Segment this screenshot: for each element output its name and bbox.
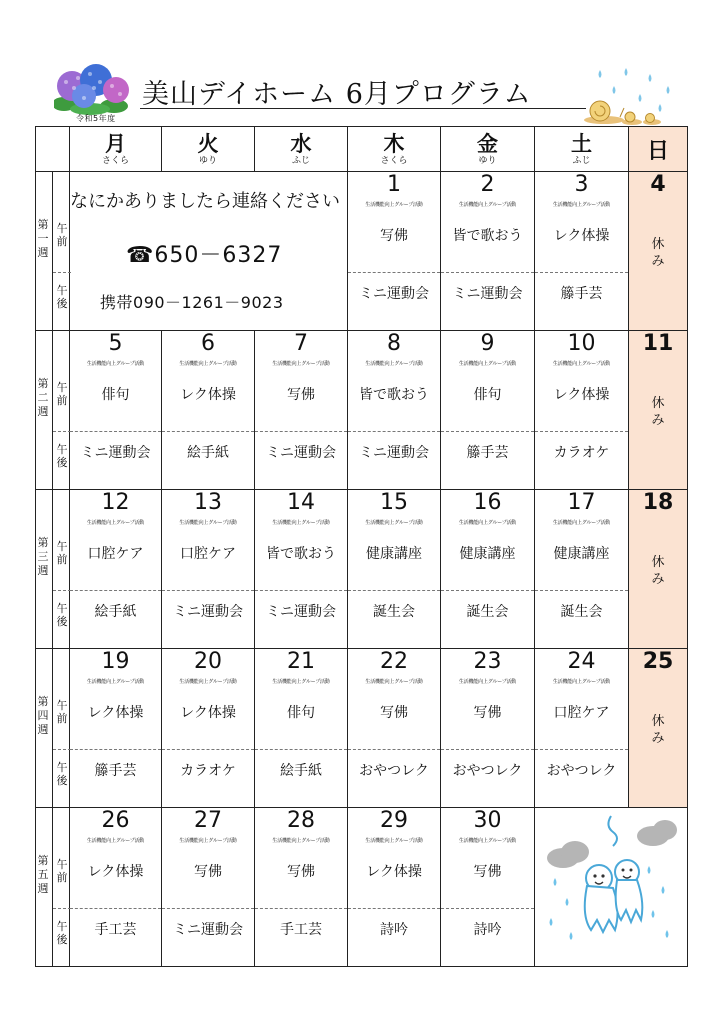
week-label: 第三週 [37,536,49,577]
activity-note: 生活機能向上グループ活動 [365,361,423,367]
am-pm-divider [70,590,161,591]
activity-note: 生活機能向上グループ活動 [179,361,237,367]
am-pm-divider [441,749,534,750]
am-program: 口腔ケア [553,705,610,721]
pm-program: ミニ運動会 [266,604,336,620]
am-program: 皆で歌おう [452,228,523,244]
am-pm-divider [441,272,534,273]
am-pm-column [52,331,71,489]
pm-program: 絵手紙 [280,763,322,779]
activity-note: 生活機能向上グループ活動 [458,838,517,844]
am-program: 写佛 [473,864,502,880]
weekday-header [629,127,688,172]
day-cell [255,649,348,808]
am-pm-divider [53,908,71,909]
am-pm-divider [162,431,254,432]
day-cell [255,331,348,490]
am-program: レク体操 [180,387,236,403]
program-calendar [35,126,688,967]
pm-program: 誕生会 [466,604,509,620]
activity-note: 生活機能向上グループ活動 [179,679,237,685]
pm-program: ミニ運動会 [173,604,243,620]
day-number: 18 [642,490,674,515]
am-pm-divider [441,908,534,909]
am-pm-divider [70,908,161,909]
am-pm-divider [162,908,254,909]
activity-note: 生活機能向上グループ活動 [458,361,517,367]
am-program: 写佛 [287,864,315,880]
am-pm-divider [53,590,71,591]
sunday-cell [629,331,688,490]
am-program: レク体操 [553,387,610,403]
day-number: 24 [567,649,596,674]
day-cell [441,649,535,808]
day-cell [441,808,535,967]
am-program: 写佛 [194,864,222,880]
day-cell [535,172,629,331]
day-cell [162,649,255,808]
am-program: 口腔ケア [180,546,236,562]
am-pm-divider [441,590,534,591]
activity-note: 生活機能向上グループ活動 [365,679,423,685]
am-program: 口腔ケア [87,546,144,562]
weekday-header [348,127,441,172]
page-header [0,0,723,126]
weekday-label: 月 [105,131,126,156]
am-program: 健康講座 [459,546,516,562]
am-program: レク体操 [87,705,144,721]
snail-rain-decoration [580,64,680,128]
weekday-group: ゆり [478,155,497,166]
contact-notice: なにかありましたら連絡ください [70,191,340,212]
am-pm-divider [348,749,440,750]
week-label-cell [36,649,70,808]
pm-program: 手工芸 [94,922,137,938]
am-program: 写佛 [380,228,408,244]
day-number: 4 [650,172,666,197]
am-pm-divider [535,590,628,591]
activity-note: 生活機能向上グループ活動 [552,361,611,367]
pm-program: ミニ運動会 [452,286,523,302]
am-program: レク体操 [87,864,144,880]
pm-program: ミニ運動会 [80,445,151,461]
am-pm-divider [535,749,628,750]
pm-program: 誕生会 [373,604,415,620]
week-row [36,808,688,967]
activity-note: 生活機能向上グループ活動 [552,679,611,685]
weekday-group: ふじ [291,155,310,166]
am-pm-column [52,172,71,330]
day-cell [441,490,535,649]
snail-icon [622,112,642,125]
am-label: 午前 [56,222,68,248]
weekday-label: 日 [646,138,669,164]
contact-info-cell [70,172,348,331]
am-program: 写佛 [473,705,502,721]
am-pm-divider [255,749,347,750]
am-pm-column [52,808,71,966]
mobile-number-text: 090－1261－9023 [133,293,284,312]
day-number: 9 [480,331,495,356]
day-number: 26 [101,808,130,833]
day-number: 28 [287,808,315,833]
mobile-number [100,290,284,313]
day-number: 22 [380,649,408,674]
am-pm-divider [535,272,628,273]
activity-note: 生活機能向上グループ活動 [86,361,145,367]
pm-label: 午後 [56,920,68,946]
day-number: 8 [387,331,401,356]
am-pm-divider [255,431,347,432]
am-pm-divider [70,749,161,750]
week-label-cell [36,808,70,967]
day-number: 25 [642,649,674,674]
activity-note: 生活機能向上グループ活動 [458,202,517,208]
day-number: 10 [567,331,596,356]
sunday-cell [629,172,688,331]
am-pm-divider [53,272,71,273]
activity-note: 生活機能向上グループ活動 [272,520,330,526]
day-cell [162,490,255,649]
rest-label: 休み [651,237,665,269]
rest-label: 休み [651,714,665,746]
day-number: 15 [380,490,408,515]
pm-program: おやつレク [359,763,429,779]
day-cell [535,331,629,490]
page-title: 美山デイホーム 6月プログラム [142,79,532,110]
pm-program: 籐手芸 [466,445,509,461]
activity-note: 生活機能向上グループ活動 [365,202,423,208]
day-cell [535,649,629,808]
am-label: 午前 [56,381,68,407]
day-number: 21 [287,649,315,674]
weekday-header [441,127,535,172]
pm-program: 詩吟 [473,922,502,938]
week-row [36,490,688,649]
pm-label: 午後 [56,443,68,469]
am-program: 皆で歌おう [266,546,336,562]
era-label: 令和5年度 [76,114,116,123]
day-cell [535,490,629,649]
day-cell [70,490,162,649]
pm-program: ミニ運動会 [359,286,429,302]
weekday-header [70,127,162,172]
activity-note: 生活機能向上グループ活動 [458,520,517,526]
day-number: 7 [294,331,308,356]
day-number: 6 [201,331,215,356]
am-program: 皆で歌おう [359,387,429,403]
am-pm-divider [162,590,254,591]
am-program: レク体操 [366,864,422,880]
week-label-cell [36,490,70,649]
pm-program: 籐手芸 [560,286,603,302]
week-label-cell [36,331,70,490]
activity-note: 生活機能向上グループ活動 [179,520,237,526]
week-row [36,649,688,808]
phone-icon: ☎ [126,243,155,268]
week-row [36,172,688,331]
hydrangea-icon [54,62,134,116]
mobile-label: 携帯 [100,293,134,312]
day-cell [348,490,441,649]
am-program: レク体操 [180,705,236,721]
day-cell [348,172,441,331]
day-number: 17 [567,490,596,515]
am-pm-divider [53,431,71,432]
am-pm-column [52,649,71,807]
am-pm-divider [70,431,161,432]
am-program: 俳句 [287,705,315,721]
day-cell [162,331,255,490]
weekday-label: 火 [197,131,219,156]
weekday-header [255,127,348,172]
pm-program: ミニ運動会 [359,445,429,461]
day-cell [441,172,535,331]
day-cell [348,331,441,490]
day-cell [255,808,348,967]
day-number: 29 [380,808,408,833]
weekday-header [535,127,629,172]
weekday-group: ゆり [198,155,217,166]
am-pm-divider [162,749,254,750]
activity-note: 生活機能向上グループ活動 [458,679,517,685]
weekday-group: ふじ [572,155,591,166]
week-label: 第四週 [37,695,49,736]
day-number: 19 [101,649,130,674]
weekday-header-row [36,127,688,172]
pm-program: 詩吟 [380,922,408,938]
pm-label: 午後 [56,284,68,310]
day-cell [70,649,162,808]
am-label: 午前 [56,858,68,884]
day-cell [441,331,535,490]
pm-program: ミニ運動会 [173,922,243,938]
am-pm-divider [255,590,347,591]
day-number: 27 [194,808,222,833]
pm-program: おやつレク [452,763,523,779]
corner-cell [36,127,70,172]
activity-note: 生活機能向上グループ活動 [86,838,145,844]
activity-note: 生活機能向上グループ活動 [272,361,330,367]
phone-number [126,238,282,269]
day-number: 12 [101,490,130,515]
activity-note: 生活機能向上グループ活動 [179,838,237,844]
weekday-label: 金 [477,131,498,156]
week-label: 第一週 [37,218,49,259]
am-pm-divider [535,431,628,432]
pm-program: カラオケ [180,763,236,779]
day-number: 3 [574,172,589,197]
day-cell [162,808,255,967]
cloud-icon [547,820,677,868]
day-number: 5 [108,331,123,356]
activity-note: 生活機能向上グループ活動 [552,520,611,526]
sunday-cell [629,649,688,808]
day-cell [255,490,348,649]
day-cell [348,808,441,967]
pm-program: ミニ運動会 [266,445,336,461]
snail-icon [643,114,661,126]
snail-icon [584,101,624,124]
decoration-cell [535,808,688,967]
pm-program: カラオケ [553,445,610,461]
am-pm-divider [53,749,71,750]
am-pm-column [52,490,71,648]
pm-program: 手工芸 [280,922,322,938]
day-number: 16 [473,490,502,515]
am-pm-divider [441,431,534,432]
pm-program: 絵手紙 [187,445,229,461]
activity-note: 生活機能向上グループ活動 [86,520,145,526]
weekday-label: 木 [383,131,405,156]
title-underline [140,108,586,109]
weekday-label: 水 [290,131,312,156]
day-cell [70,331,162,490]
pm-program: 誕生会 [560,604,603,620]
am-pm-divider [348,590,440,591]
teru-teru-bozu-icon [541,814,681,954]
weekday-header [162,127,255,172]
day-cell [348,649,441,808]
weekday-group: さくら [380,155,408,166]
week-label-cell [36,172,70,331]
day-number: 13 [194,490,222,515]
activity-note: 生活機能向上グループ活動 [272,838,330,844]
week-label: 第五週 [37,854,49,895]
rest-label: 休み [651,396,665,428]
am-pm-divider [255,908,347,909]
am-label: 午前 [56,699,68,725]
day-number: 20 [194,649,222,674]
pm-label: 午後 [56,602,68,628]
day-number: 11 [642,331,674,356]
day-number: 1 [387,172,401,197]
am-program: 写佛 [287,387,315,403]
pm-program: おやつレク [546,763,617,779]
activity-note: 生活機能向上グループ活動 [552,202,611,208]
am-pm-divider [348,431,440,432]
sunday-cell [629,490,688,649]
pm-program: 絵手紙 [94,604,137,620]
activity-note: 生活機能向上グループ活動 [272,679,330,685]
weekday-label: 土 [571,131,592,156]
activity-note: 生活機能向上グループ活動 [365,838,423,844]
activity-note: 生活機能向上グループ活動 [365,520,423,526]
week-label: 第二週 [37,377,49,418]
pm-program: 籐手芸 [94,763,137,779]
day-number: 2 [480,172,495,197]
am-program: 写佛 [380,705,408,721]
rest-label: 休み [651,555,665,587]
am-program: 健康講座 [553,546,610,562]
am-pm-divider [348,908,440,909]
day-number: 14 [287,490,315,515]
phone-number-text: 650－6327 [154,243,283,268]
am-pm-divider [348,272,440,273]
day-number: 23 [473,649,502,674]
day-cell [70,808,162,967]
activity-note: 生活機能向上グループ活動 [86,679,145,685]
day-number: 30 [473,808,502,833]
weekday-group: さくら [101,155,129,166]
am-program: 健康講座 [366,546,422,562]
am-label: 午前 [56,540,68,566]
week-row [36,331,688,490]
am-program: 俳句 [473,387,502,403]
am-program: 俳句 [101,387,130,403]
pm-label: 午後 [56,761,68,787]
am-program: レク体操 [553,228,610,244]
